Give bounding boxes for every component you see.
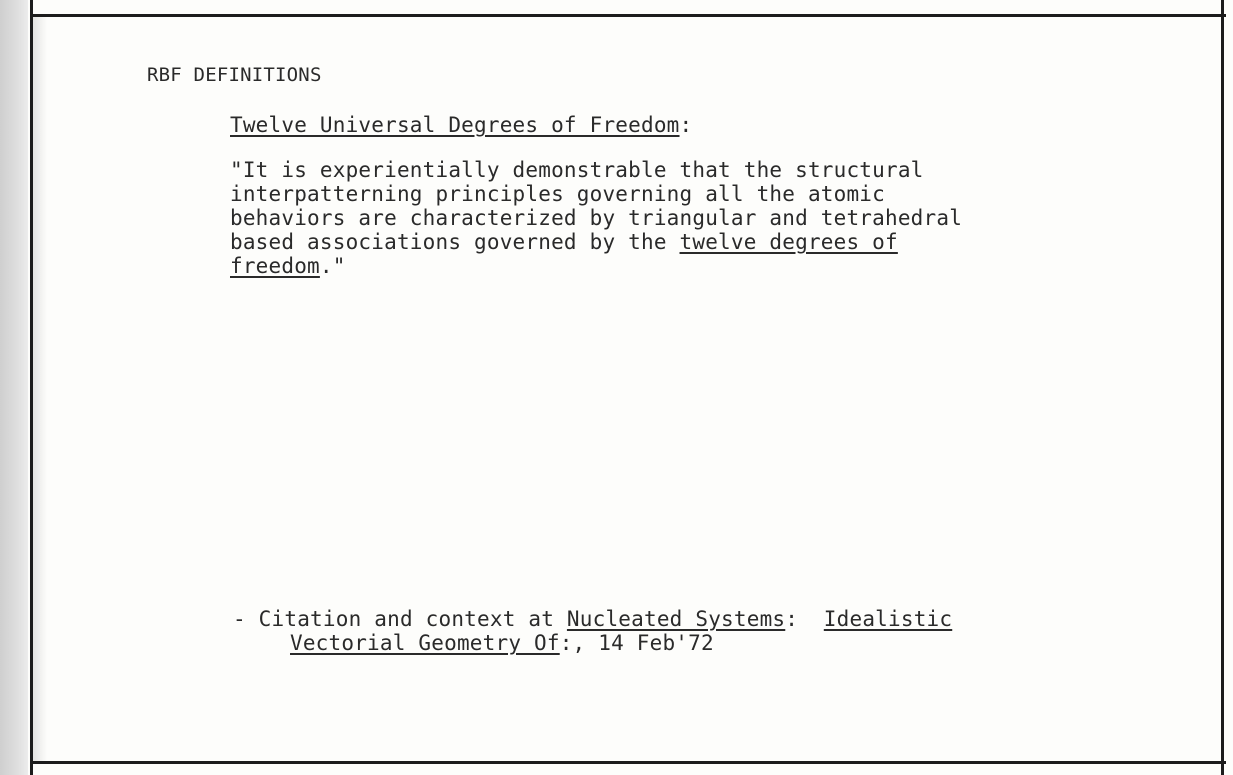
citation-separator: : [785,607,824,631]
card-header: RBF DEFINITIONS [147,64,322,86]
citation-source-2b: Vectorial Geometry Of [290,631,560,655]
quote-emphasis-1: twelve degrees of [679,230,898,254]
definition-quote [230,158,962,278]
quote-line-2: interpatterning principles governing all the atomic [230,182,885,206]
citation-source-1: Nucleated Systems [566,607,786,631]
quote-line-4 [230,230,962,254]
term-colon: : [679,113,693,137]
card-border-bottom [30,761,1226,764]
quote-line-5 [230,254,962,278]
citation-line-2 [233,631,952,655]
citation-line-1 [233,607,952,631]
quote-line-1: "It is experientially demonstrable that the structural [230,158,924,182]
citation [233,607,952,655]
citation-date: :, 14 Feb'72 [559,631,714,655]
quote-line-4-text: based associations governed by the [230,230,680,254]
quote-line-5-text: ." [319,254,346,278]
card-border-top [30,14,1226,17]
citation-prefix: - Citation and context at [233,607,567,631]
quote-emphasis-2: freedom [230,254,320,278]
citation-source-2a: Idealistic [823,607,953,631]
card-border-right [1221,0,1224,775]
definition-term [230,112,692,138]
scan-margin [0,0,28,775]
quote-line-3: behaviors are characterized by triangular and tetrahedral [230,206,963,230]
term-title: Twelve Universal Degrees of Freedom [230,113,680,137]
card-edge-shadow [33,17,47,761]
